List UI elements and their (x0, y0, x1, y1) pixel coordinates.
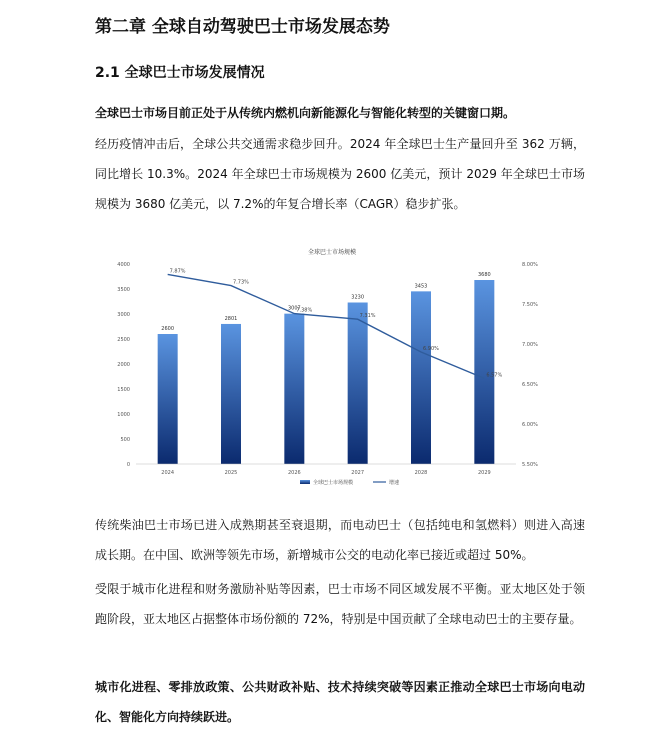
legend-bar-swatch (300, 480, 310, 484)
y-left-axis (117, 262, 130, 468)
electric-bus-paragraph: 传统柴油巴士市场已进入成熟期甚至衰退期，而电动巴士（包括纯电和氢燃料）则进入高速成长期。在中国、欧洲等领先市场，新增城市公交的电动化率已接近或超过 50%。 (95, 518, 585, 562)
line-point-label: 7.38% (296, 307, 313, 314)
bar-labels (161, 272, 490, 332)
y-right-tick-label: 8.00% (522, 262, 538, 268)
x-axis (136, 464, 516, 476)
chart-title: 全球巴士市场规模 (307, 249, 357, 256)
y-left-tick-label: 4000 (117, 262, 130, 268)
bar-value-label: 3680 (477, 272, 491, 278)
x-tick-label: 2026 (287, 470, 301, 476)
y-left-tick-label: 3500 (117, 287, 130, 293)
legend-line-label: 增速 (389, 480, 400, 486)
x-tick-label: 2027 (351, 470, 365, 476)
market-size-paragraph: 经历疫情冲击后，全球公共交通需求稳步回升。2024 年全球巴士生产量回升至 362 万辆，同比增长 10.3%。2024 年全球巴士市场规模为 2600 亿美元，预计 2029 年全球巴士市场规模为 3680 亿美元，以 7.2%的年复合增长率（CAGR）稳步扩张。 (95, 137, 585, 211)
line-point-label: 6.57% (486, 372, 503, 379)
y-right-tick-label: 7.50% (522, 302, 538, 308)
legend-bar-label: 全球巴士市场规模 (313, 480, 354, 486)
y-right-tick-label: 6.00% (522, 422, 538, 428)
y-right-tick-label: 6.50% (522, 382, 538, 388)
bar-value-label: 3230 (351, 294, 365, 301)
bar-series (158, 280, 495, 464)
bar-value-label: 2600 (161, 326, 175, 332)
x-tick-label: 2029 (477, 470, 491, 476)
line-series (168, 268, 503, 378)
bar (158, 334, 178, 464)
y-right-tick-label: 5.50% (522, 462, 538, 468)
line-point-label: 7.87% (169, 268, 186, 275)
line-point-label: 7.73% (233, 279, 249, 286)
bar (221, 324, 241, 464)
drivers-paragraph: 城市化进程、零排放政策、公共财政补贴、技术持续突破等因素正推动全球巴士市场向电动化、智能化方向持续跃进。 (95, 680, 585, 724)
bar (348, 303, 368, 465)
y-left-tick-label: 0 (126, 462, 130, 468)
chart-legend (300, 479, 399, 486)
y-right-tick-label: 7.00% (522, 342, 538, 348)
bus-market-chart (96, 236, 568, 492)
x-tick-label: 2025 (224, 470, 238, 476)
bar-value-label: 3453 (414, 283, 428, 290)
line-point-label: 7.31% (359, 313, 376, 320)
y-left-tick-label: 3000 (117, 312, 130, 318)
bar (284, 314, 304, 464)
chapter-title: 第二章 全球自动驾驶巴士市场发展态势 (95, 17, 390, 37)
line-point-label: 6.90% (423, 346, 439, 352)
bar-value-label: 3007 (287, 305, 301, 312)
section-title: 2.1 全球巴士市场发展情况 (95, 65, 265, 81)
bar (411, 291, 431, 464)
x-tick-label: 2024 (161, 470, 175, 476)
x-tick-label: 2028 (414, 470, 428, 476)
y-left-tick-label: 1500 (117, 387, 130, 393)
y-left-tick-label: 500 (120, 437, 130, 443)
y-left-tick-label: 2500 (117, 337, 130, 343)
y-left-tick-label: 2000 (117, 362, 130, 368)
intro-paragraph: 全球巴士市场目前正处于从传统内燃机向新能源化与智能化转型的关键窗口期。 (95, 106, 516, 120)
bar-value-label: 2801 (224, 315, 238, 322)
y-left-tick-label: 1000 (117, 412, 130, 418)
y-right-axis (522, 262, 538, 468)
regional-paragraph: 受限于城市化进程和财务激励补贴等因素，巴士市场不同区域发展不平衡。亚太地区处于领跑阶段，亚太地区占据整体市场份额的 72%，特别是中国贡献了全球电动巴士的主要存量。 (95, 582, 585, 626)
growth-line (168, 274, 485, 378)
